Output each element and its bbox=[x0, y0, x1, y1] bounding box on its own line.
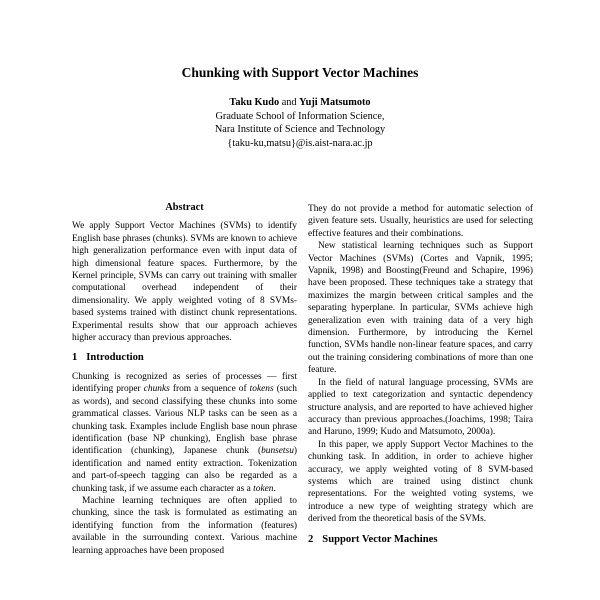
affiliation-line-2: Nara Institute of Science and Technology bbox=[214, 124, 386, 136]
right-paragraph-3: In this paper, we apply Support Vector Machines to the chunking task. In addition, in order to achieve higher accuracy, we apply weighted voting of 8 SVM-based systems which are trained using distinct chunk representations. For the weighted voting systems, we introduce a new type of weighting strategy which are derived from the theoretical basis of the SVMs. bbox=[308, 439, 533, 525]
right-paragraph-1: New statistical learning techniques such as Support Vector Machines (SVMs) (Cortes and Vapnik, 1995; Vapnik, 1998) and Boosting(Freund and Schapire, 1996) have been proposed. These techniques take a strategy that maximizes the margin between critical samples and the separating hyperplane. In particular, SVMs achieve high generalization even with training data of a very high dimension. Furthermore, by introducing the Kernel function, SVMs handle non-linear feature spaces, and carry out the training considering combinations of more than one feature. bbox=[308, 241, 533, 376]
right-paragraph-2: In the field of natural language processing, SVMs are applied to text categorization and syntactic dependency structure analysis, and are reported to have achieved higher accuracy than previous approaches.(Joachims, 1998; Taira and Haruno, 1999; Kudo and Matsumoto, 2000a). bbox=[308, 377, 533, 438]
author-name-1: Taku Kudo bbox=[229, 97, 280, 108]
section-2-title: Support Vector Machines bbox=[322, 533, 438, 545]
abstract-heading: Abstract bbox=[165, 202, 204, 213]
right-column bbox=[308, 203, 533, 552]
section-1-heading bbox=[72, 352, 297, 364]
author-block bbox=[0, 96, 600, 150]
right-paragraph-0: They do not provide a method for automatic selection of given feature sets. Usually, heuristics are used for selecting effective features and their combinations. bbox=[308, 204, 533, 239]
left-column bbox=[72, 202, 297, 557]
author-name-2: Yuji Matsumoto bbox=[299, 97, 371, 108]
affiliation-line-1: Graduate School of Information Science, bbox=[215, 110, 385, 122]
paper-title: Chunking with Support Vector Machines bbox=[181, 65, 419, 80]
section-2-heading bbox=[308, 534, 533, 546]
author-conjunction: and bbox=[281, 97, 297, 108]
intro-paragraph-2: Machine learning techniques are often applied to chunking, since the task is formulated as estimating an identifying function from the information (features) available in the surrounding context. Various machine learning approaches have been proposed bbox=[72, 495, 297, 556]
intro-paragraph-1: Chunking is recognized as series of processes — first identifying proper chunks from a sequence of tokens (such as words), and second classifying these chunks into some grammatical classes. Various NLP tasks can be seen as a chunking task. Examples include English base noun phrase identification (base NP chunking), English base phrase identification (chunking), Japanese chunk (bunsetsu) identification and named entity extraction. Tokenization and part-of-speech tagging can also be regarded as a chunking task, if we assume each character as a token. bbox=[72, 371, 297, 494]
author-email: {taku-ku,matsu}@is.aist-nara.ac.jp bbox=[227, 137, 373, 149]
term-token: token bbox=[253, 483, 274, 494]
term-tokens: tokens bbox=[249, 384, 274, 395]
author-names bbox=[0, 96, 600, 110]
section-2-number: 2 bbox=[308, 533, 314, 545]
section-1-title: Introduction bbox=[86, 352, 144, 364]
section-1-number: 1 bbox=[72, 352, 78, 364]
abstract-text: We apply Support Vector Machines (SVMs) to identify English base phrases (chunks). SVMs are known to achieve high generalization performance even with input data of high dimensional feature spaces. Furthermore, by the Kernel principle, SVMs can carry out training with smaller computational overhead independent of their dimensionality. We apply weighted voting of 8 SVMs-based systems trained with distinct chunk representations. Experimental results show that our approach achieves higher accuracy than previous approaches. bbox=[72, 221, 297, 344]
term-bunsetsu: bunsetsu bbox=[261, 446, 294, 457]
term-chunks: chunks bbox=[143, 384, 170, 395]
